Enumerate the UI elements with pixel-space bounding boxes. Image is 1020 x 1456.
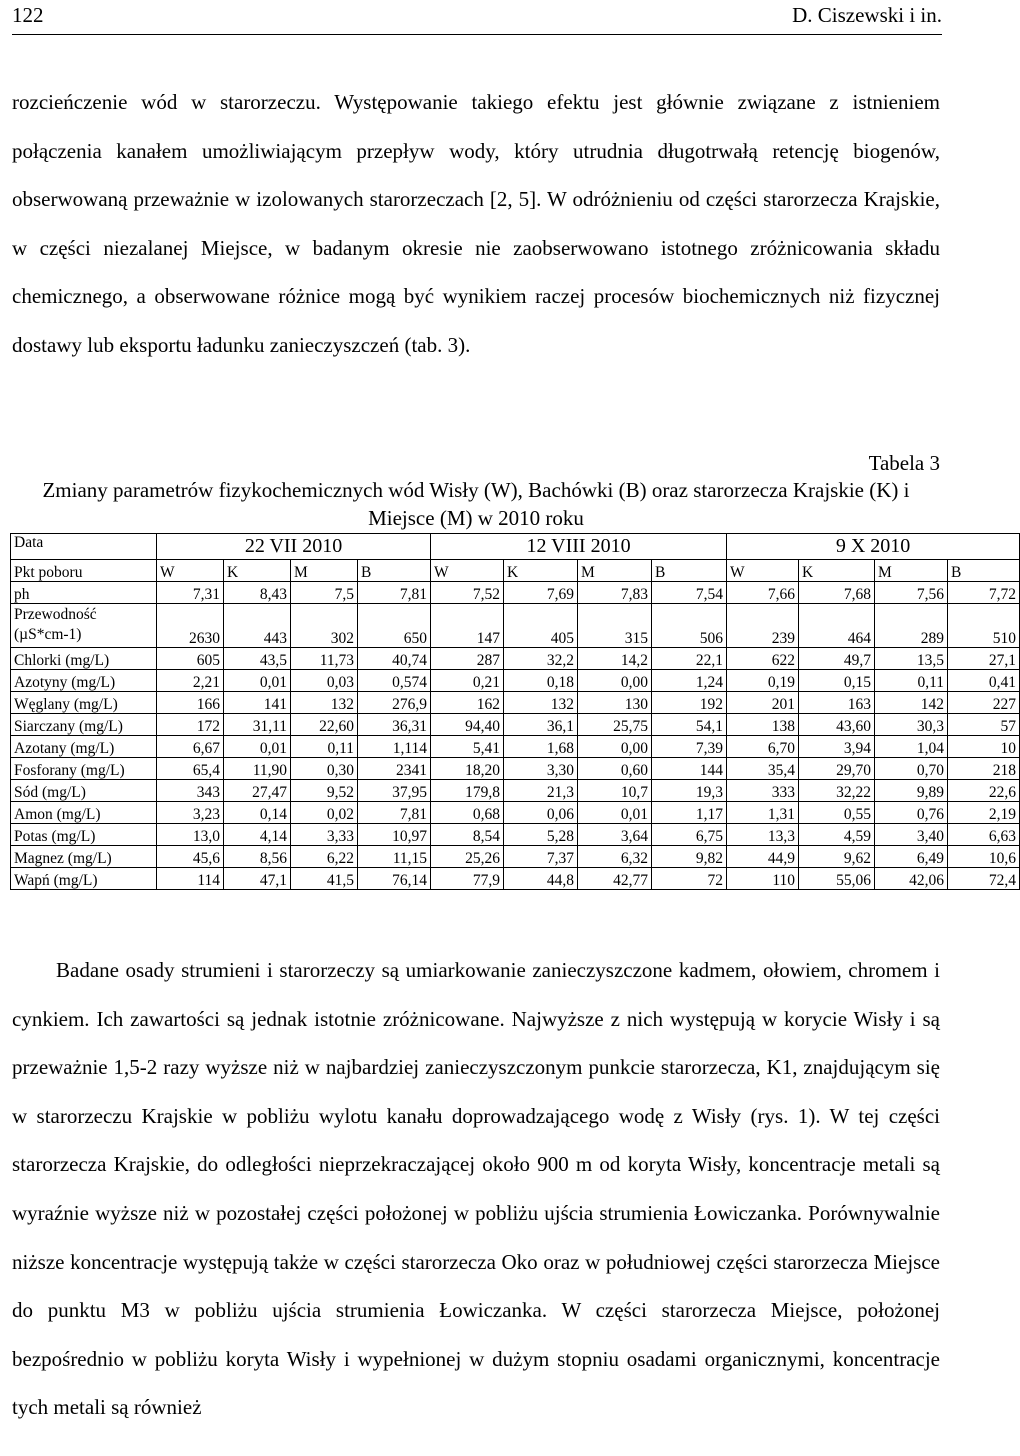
table-cell: 7,52 [431,582,504,604]
body-paragraph-1: rozcieńczenie wód w starorzeczu. Występowanie takiego efektu jest głównie związane z istnieniem połączenia kanałem umożliwiającym przepływ wody, który utrudnia długotrwałą retencję biogenów, obserwowaną przeważnie w izolowanych starorzeczach [2, 5]. W odróżnieniu od części starorzecza Krajskie, w części niezalanej Miejsce, w badanym okresie nie zaobserwowano istotnego zróżnicowania składu chemicznego, a obserwowane różnice mogą być wynikiem raczej procesów biochemicznych niż fizycznej dostawy lub eksportu ładunku zanieczyszczeń (tab. 3). [12,90,940,357]
table-cell: 0,02 [291,802,358,824]
table-cell: 0,60 [578,758,652,780]
table-cell: 13,5 [875,648,948,670]
table-cell: 7,72 [948,582,1020,604]
table-cell: 6,22 [291,846,358,868]
table-cell: 7,83 [578,582,652,604]
water-parameters-table [10,533,1020,890]
parameter-label: Przewodność (µS*cm-1) [11,604,157,648]
table-cell: 138 [727,714,799,736]
table-cell: 405 [504,604,578,648]
table-cell: 622 [727,648,799,670]
table-cell: 18,20 [431,758,504,780]
table-cell: 13,3 [727,824,799,846]
table-cell: 10,7 [578,780,652,802]
table-cell: 0,18 [504,670,578,692]
table-cell: 179,8 [431,780,504,802]
table-cell: 6,49 [875,846,948,868]
sampling-point-code: W [431,560,504,582]
table-cell: 7,31 [157,582,224,604]
table-row [11,582,1020,604]
table-cell: 19,3 [652,780,727,802]
table-cell: 11,90 [224,758,291,780]
table-cell: 289 [875,604,948,648]
table-cell: 0,06 [504,802,578,824]
table-cell: 0,01 [578,802,652,824]
parameter-label: Wapń (mg/L) [11,868,157,890]
table-cell: 302 [291,604,358,648]
table-cell: 1,24 [652,670,727,692]
table-cell: 315 [578,604,652,648]
table-cell: 44,8 [504,868,578,890]
table-cell: 9,52 [291,780,358,802]
table-cell: 3,64 [578,824,652,846]
table-cell: 45,6 [157,846,224,868]
sampling-point-code: K [224,560,291,582]
table-cell: 510 [948,604,1020,648]
table-cell: 6,32 [578,846,652,868]
table-row [11,868,1020,890]
parameter-label: Węglany (mg/L) [11,692,157,714]
date-1: 22 VII 2010 [157,534,431,560]
table-cell: 239 [727,604,799,648]
table-cell: 287 [431,648,504,670]
table-cell: 43,5 [224,648,291,670]
table-cell: 0,11 [875,670,948,692]
table-cell: 192 [652,692,727,714]
table-cell: 7,66 [727,582,799,604]
table-cell: 343 [157,780,224,802]
sampling-point-label: Pkt poboru [11,560,157,582]
table-cell: 41,5 [291,868,358,890]
table-cell: 14,2 [578,648,652,670]
table-cell: 0,76 [875,802,948,824]
table-cell: 72,4 [948,868,1020,890]
table-cell: 25,75 [578,714,652,736]
table-cell: 1,17 [652,802,727,824]
table-cell: 44,9 [727,846,799,868]
table-cell: 35,4 [727,758,799,780]
table-cell: 11,15 [358,846,431,868]
table-cell: 1,114 [358,736,431,758]
sampling-point-row [11,560,1020,582]
table-cell: 8,54 [431,824,504,846]
table-cell: 2630 [157,604,224,648]
table-cell: 36,1 [504,714,578,736]
table-cell: 7,81 [358,582,431,604]
parameter-label: Potas (mg/L) [11,824,157,846]
table-cell: 29,70 [799,758,875,780]
table-cell: 218 [948,758,1020,780]
parameter-label: ph [11,582,157,604]
table-cell: 144 [652,758,727,780]
sampling-point-code: W [727,560,799,582]
table-cell: 9,89 [875,780,948,802]
table-cell: 0,70 [875,758,948,780]
table-cell: 31,11 [224,714,291,736]
running-header [12,0,942,35]
table-cell: 276,9 [358,692,431,714]
sampling-point-code: K [504,560,578,582]
date-row [11,534,1020,560]
table-cell: 2,21 [157,670,224,692]
table-row [11,670,1020,692]
table-cell: 2341 [358,758,431,780]
date-2: 12 VIII 2010 [431,534,727,560]
table-cell: 1,68 [504,736,578,758]
table-cell: 47,1 [224,868,291,890]
table-row [11,802,1020,824]
table-cell: 0,30 [291,758,358,780]
table-cell: 6,63 [948,824,1020,846]
table-cell: 36,31 [358,714,431,736]
table-cell: 22,1 [652,648,727,670]
table-caption: Zmiany parametrów fizykochemicznych wód Wisły (W), Bachówki (B) oraz starorzecza Krajskie (K) i Miejsce (M) w 2010 roku [42,478,910,530]
sampling-point-code: M [291,560,358,582]
table-cell: 30,3 [875,714,948,736]
table-row [11,604,1020,648]
table-cell: 9,82 [652,846,727,868]
table-cell: 142 [875,692,948,714]
table-cell: 4,59 [799,824,875,846]
table-cell: 43,60 [799,714,875,736]
table-cell: 3,30 [504,758,578,780]
table-cell: 0,15 [799,670,875,692]
table-cell: 162 [431,692,504,714]
sampling-point-code: B [358,560,431,582]
table-cell: 6,67 [157,736,224,758]
page-number: 122 [12,3,44,27]
table-cell: 65,4 [157,758,224,780]
table-cell: 333 [727,780,799,802]
table-cell: 3,94 [799,736,875,758]
parameter-label: Azotany (mg/L) [11,736,157,758]
table-cell: 605 [157,648,224,670]
table-cell: 8,43 [224,582,291,604]
table-cell: 1,04 [875,736,948,758]
table-cell: 2,19 [948,802,1020,824]
sampling-point-code: M [578,560,652,582]
table-cell: 132 [504,692,578,714]
parameter-label: Fosforany (mg/L) [11,758,157,780]
table-cell: 10 [948,736,1020,758]
table-cell: 9,62 [799,846,875,868]
table-cell: 10,97 [358,824,431,846]
table-row [11,758,1020,780]
table-cell: 6,75 [652,824,727,846]
table-row [11,824,1020,846]
table-cell: 0,574 [358,670,431,692]
table-cell: 13,0 [157,824,224,846]
parameter-label: Siarczany (mg/L) [11,714,157,736]
table-cell: 147 [431,604,504,648]
table-cell: 22,60 [291,714,358,736]
parameter-label: Azotyny (mg/L) [11,670,157,692]
parameter-label: Sód (mg/L) [11,780,157,802]
table-cell: 32,2 [504,648,578,670]
table-cell: 0,14 [224,802,291,824]
table-cell: 5,41 [431,736,504,758]
table-cell: 49,7 [799,648,875,670]
table-cell: 42,06 [875,868,948,890]
table-cell: 3,23 [157,802,224,824]
table-number: Tabela 3 [868,451,940,475]
table-cell: 32,22 [799,780,875,802]
table-cell: 443 [224,604,291,648]
sampling-point-code: B [652,560,727,582]
table-cell: 3,33 [291,824,358,846]
table-cell: 22,6 [948,780,1020,802]
table-cell: 0,00 [578,736,652,758]
table-cell: 132 [291,692,358,714]
table-cell: 40,74 [358,648,431,670]
table-cell: 110 [727,868,799,890]
table-row [11,736,1020,758]
table-cell: 7,69 [504,582,578,604]
table-cell: 7,37 [504,846,578,868]
table-row [11,714,1020,736]
table-cell: 0,11 [291,736,358,758]
table-cell: 166 [157,692,224,714]
table-cell: 7,39 [652,736,727,758]
parameter-label: Chlorki (mg/L) [11,648,157,670]
table-cell: 0,03 [291,670,358,692]
date-label: Data [11,534,157,560]
table-cell: 7,81 [358,802,431,824]
sampling-point-code: K [799,560,875,582]
table-cell: 7,54 [652,582,727,604]
table-cell: 11,73 [291,648,358,670]
table-cell: 0,21 [431,670,504,692]
table-cell: 114 [157,868,224,890]
table-row [11,846,1020,868]
table-cell: 130 [578,692,652,714]
table-cell: 163 [799,692,875,714]
table-cell: 55,06 [799,868,875,890]
parameter-label: Amon (mg/L) [11,802,157,824]
table-cell: 227 [948,692,1020,714]
table-cell: 506 [652,604,727,648]
table-cell: 0,41 [948,670,1020,692]
table-cell: 3,40 [875,824,948,846]
sampling-point-code: B [948,560,1020,582]
sampling-point-code: W [157,560,224,582]
table-cell: 0,55 [799,802,875,824]
table-cell: 27,1 [948,648,1020,670]
table-cell: 37,95 [358,780,431,802]
table-cell: 7,5 [291,582,358,604]
table-cell: 172 [157,714,224,736]
table-cell: 54,1 [652,714,727,736]
body-paragraph-2: Badane osady strumieni i starorzeczy są umiarkowanie zanieczyszczone kadmem, ołowiem, chromem i cynkiem. Ich zawartości są jednak istotnie zróżnicowane. Najwyższe z nich występują w korycie Wisły i są przeważnie 1,5-2 razy wyższe niż w najbardziej zanieczyszczonym punkcie starorzecza, K1, znajdującym się w starorzeczu Krajskie w pobliżu wylotu kanału doprowadzającego wodę z Wisły (rys. 1). W tej części starorzecza Krajskie, do odległości nieprzekraczającej około 900 m od koryta Wisły, koncentracje metali są wyraźnie wyższe niż w pozostałej części położonej w pobliżu ujścia strumienia Łowiczanka. Porównywalnie niższe koncentracje występują także w części starorzecza Oko oraz w południowej części starorzecza Miejsce do punktu M3 w pobliżu ujścia strumienia Łowiczanka. W części starorzecza Miejsce, położonej bezpośrednio w pobliżu koryta Wisły i wypełnionej w dużym stopniu osadami organicznymi, koncentracje tych metali są również [12,958,940,1420]
table-cell: 42,77 [578,868,652,890]
table-cell: 94,40 [431,714,504,736]
table-cell: 27,47 [224,780,291,802]
table-cell: 5,28 [504,824,578,846]
table-cell: 464 [799,604,875,648]
table-cell: 21,3 [504,780,578,802]
table-cell: 650 [358,604,431,648]
table-cell: 1,31 [727,802,799,824]
table-cell: 0,19 [727,670,799,692]
date-3: 9 X 2010 [727,534,1020,560]
table-cell: 201 [727,692,799,714]
running-author: D. Ciszewski i in. [792,3,942,27]
table-cell: 8,56 [224,846,291,868]
table-cell: 7,68 [799,582,875,604]
sampling-point-code: M [875,560,948,582]
parameter-label: Magnez (mg/L) [11,846,157,868]
table-cell: 6,70 [727,736,799,758]
table-cell: 0,00 [578,670,652,692]
table-cell: 77,9 [431,868,504,890]
table-cell: 0,01 [224,736,291,758]
table-cell: 72 [652,868,727,890]
table-cell: 10,6 [948,846,1020,868]
table-cell: 0,68 [431,802,504,824]
table-cell: 7,56 [875,582,948,604]
table-row [11,648,1020,670]
table-cell: 4,14 [224,824,291,846]
table-row [11,692,1020,714]
table-cell: 25,26 [431,846,504,868]
table-cell: 141 [224,692,291,714]
table-cell: 76,14 [358,868,431,890]
table-cell: 0,01 [224,670,291,692]
table-row [11,780,1020,802]
table-cell: 57 [948,714,1020,736]
